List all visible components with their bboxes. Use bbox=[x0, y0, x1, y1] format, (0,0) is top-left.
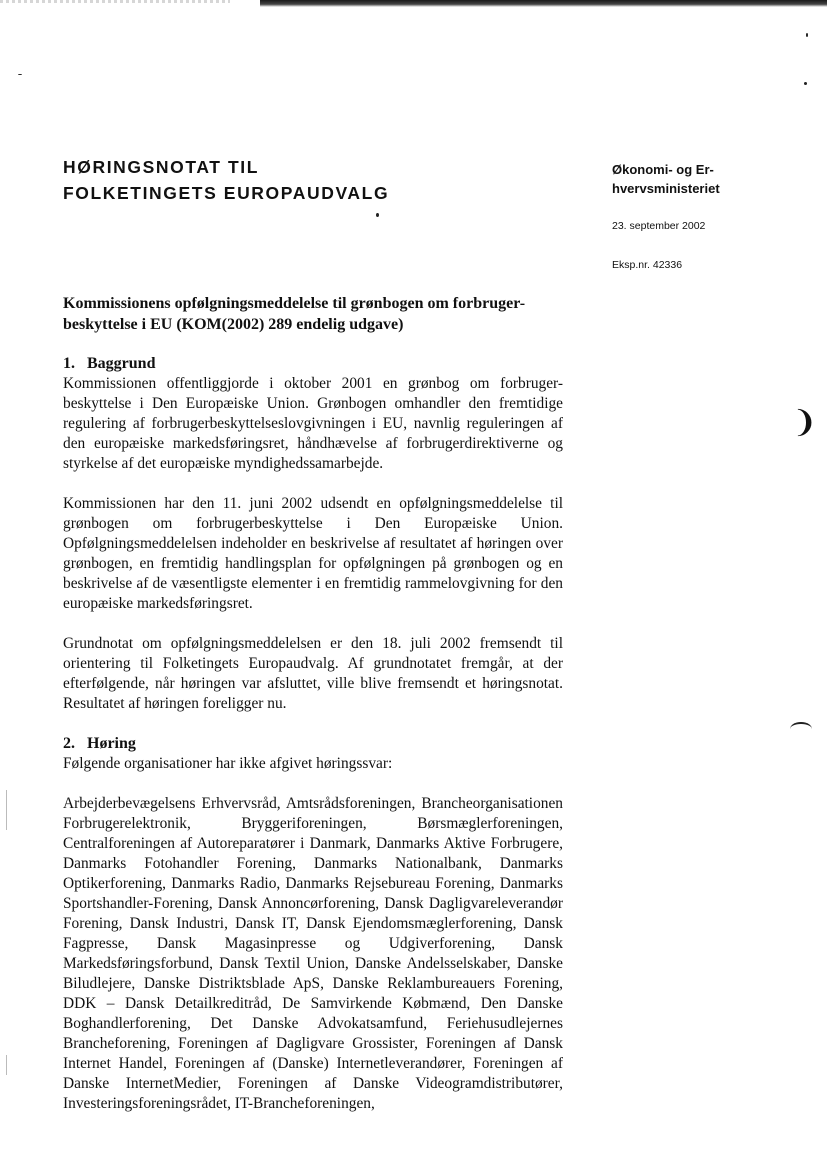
document-title-line1: HØRINGSNOTAT TIL bbox=[63, 157, 260, 177]
section-number: 2. bbox=[63, 735, 75, 752]
scan-speck bbox=[806, 33, 808, 37]
section-title: Baggrund bbox=[87, 355, 156, 372]
scan-margin-line bbox=[6, 1055, 7, 1075]
document-title-line2: FOLKETINGETS EUROPAUDVALG bbox=[63, 183, 390, 203]
binder-hole-mark: ❩ bbox=[792, 405, 818, 440]
document-title bbox=[63, 154, 483, 206]
scan-artifact-top-bar bbox=[260, 0, 827, 7]
section-number: 1. bbox=[63, 355, 75, 372]
section-heading bbox=[63, 734, 563, 754]
section-heading bbox=[63, 354, 563, 374]
document-eksp-number: Eksp.nr. 42336 bbox=[612, 259, 683, 271]
ministry-name-line2: hvervsministeriet bbox=[612, 181, 720, 196]
paragraph-intro: Følgende organisationer har ikke afgivet høringssvar: bbox=[63, 755, 393, 772]
ministry-name bbox=[612, 160, 812, 198]
ministry-name-line1: Økonomi- og Er- bbox=[612, 162, 714, 177]
document-body bbox=[63, 293, 563, 1134]
section-title: Høring bbox=[87, 735, 136, 752]
section-baggrund bbox=[63, 354, 563, 714]
section-horing bbox=[63, 734, 563, 1114]
paragraph: Kommissionen har den 11. juni 2002 udsendt en opfølgningsmeddelelse til grønbogen om forbrugerbeskyttelse i Den Europæiske Union. Opfølgningsmeddelelsen indeholder en beskrivelse af resultatet af høringen over grønbogen, en fremtidig handlingsplan for opfølgningen på grønbogen og en beskrivelse af de væsentligste elementer i en fremtidig rammelovgivning for den europæiske markedsføringsret. bbox=[63, 495, 563, 612]
scan-speck bbox=[376, 213, 379, 217]
paragraph: Grundnotat om opfølgningsmeddelelsen er den 18. juli 2002 fremsendt til orientering til Folketingets Europaudvalg. Af grundnotatet fremgår, at der efterfølgende, når høringen var afsluttet, ville blive fremsendt et høringsnotat. Resultatet af høringen foreligger nu. bbox=[63, 635, 563, 712]
scan-speck bbox=[18, 74, 22, 75]
paragraph: Kommissionen offentliggjorde i oktober 2001 en grønbog om forbruger-beskyttelse i Den Europæiske Union. Grønbogen omhandler den fremtidige regulering af forbrugerbeskyttelseslovgivningen i EU, navnlig reguleringen af den europæiske markedsføringsret, håndhævelse af forbrugerdirektiverne og styrkelse af det europæiske myndighedssamarbejde. bbox=[63, 375, 563, 472]
scan-speck bbox=[804, 82, 807, 85]
scan-artifact-top-left bbox=[0, 0, 230, 3]
scan-edge-mark bbox=[790, 722, 812, 736]
paragraph-organisations: Arbejderbevægelsens Erhvervsråd, Amtsrådsforeningen, Brancheorganisationen Forbrugerelektronik, Bryggeriforeningen, Børsmæglerforeningen, Centralforeningen af Autoreparatører i Danmark, Danmarks Aktive Forbrugere, Danmarks Fotohandler Forening, Danmarks Nationalbank, Danmarks Optikerforening, Danmarks Radio, Danmarks Rejsebureau Forening, Danmarks Sportshandler-Forening, Dansk Annoncørforening, Dansk Dagligvareleverandør Forening, Dansk Industri, Dansk IT, Dansk Ejendomsmæglerforening, Dansk Fagpresse, Dansk Magasinpresse og Udgiverforening, Dansk Markedsføringsforbund, Dansk Textil Union, Danske Andelsselskaber, Danske Biludlejere, Danske Distriktsblade ApS, Danske Reklambureauers Forening, DDK – Dansk Detailkreditråd, De Samvirkende Købmænd, Den Danske Boghandlerforening, Det Danske Advokatsamfund, Feriehusudlejernes Brancheforening, Foreningen af Dagligvare Grossister, Foreningen af Dansk Internet Handel, Foreningen af (Danske) Internetleverandører, Foreningen af Danske InternetMedier, Foreningen af Danske Videogramdistributører, Investeringsforeningsrådet, IT-Brancheforeningen, bbox=[63, 795, 563, 1112]
scan-margin-line bbox=[6, 790, 7, 830]
document-subject: Kommissionens opfølgningsmeddelelse til grønbogen om forbruger-beskyttelse i EU (KOM(2002) 289 endelig udgave) bbox=[63, 295, 526, 333]
document-date: 23. september 2002 bbox=[612, 220, 706, 232]
